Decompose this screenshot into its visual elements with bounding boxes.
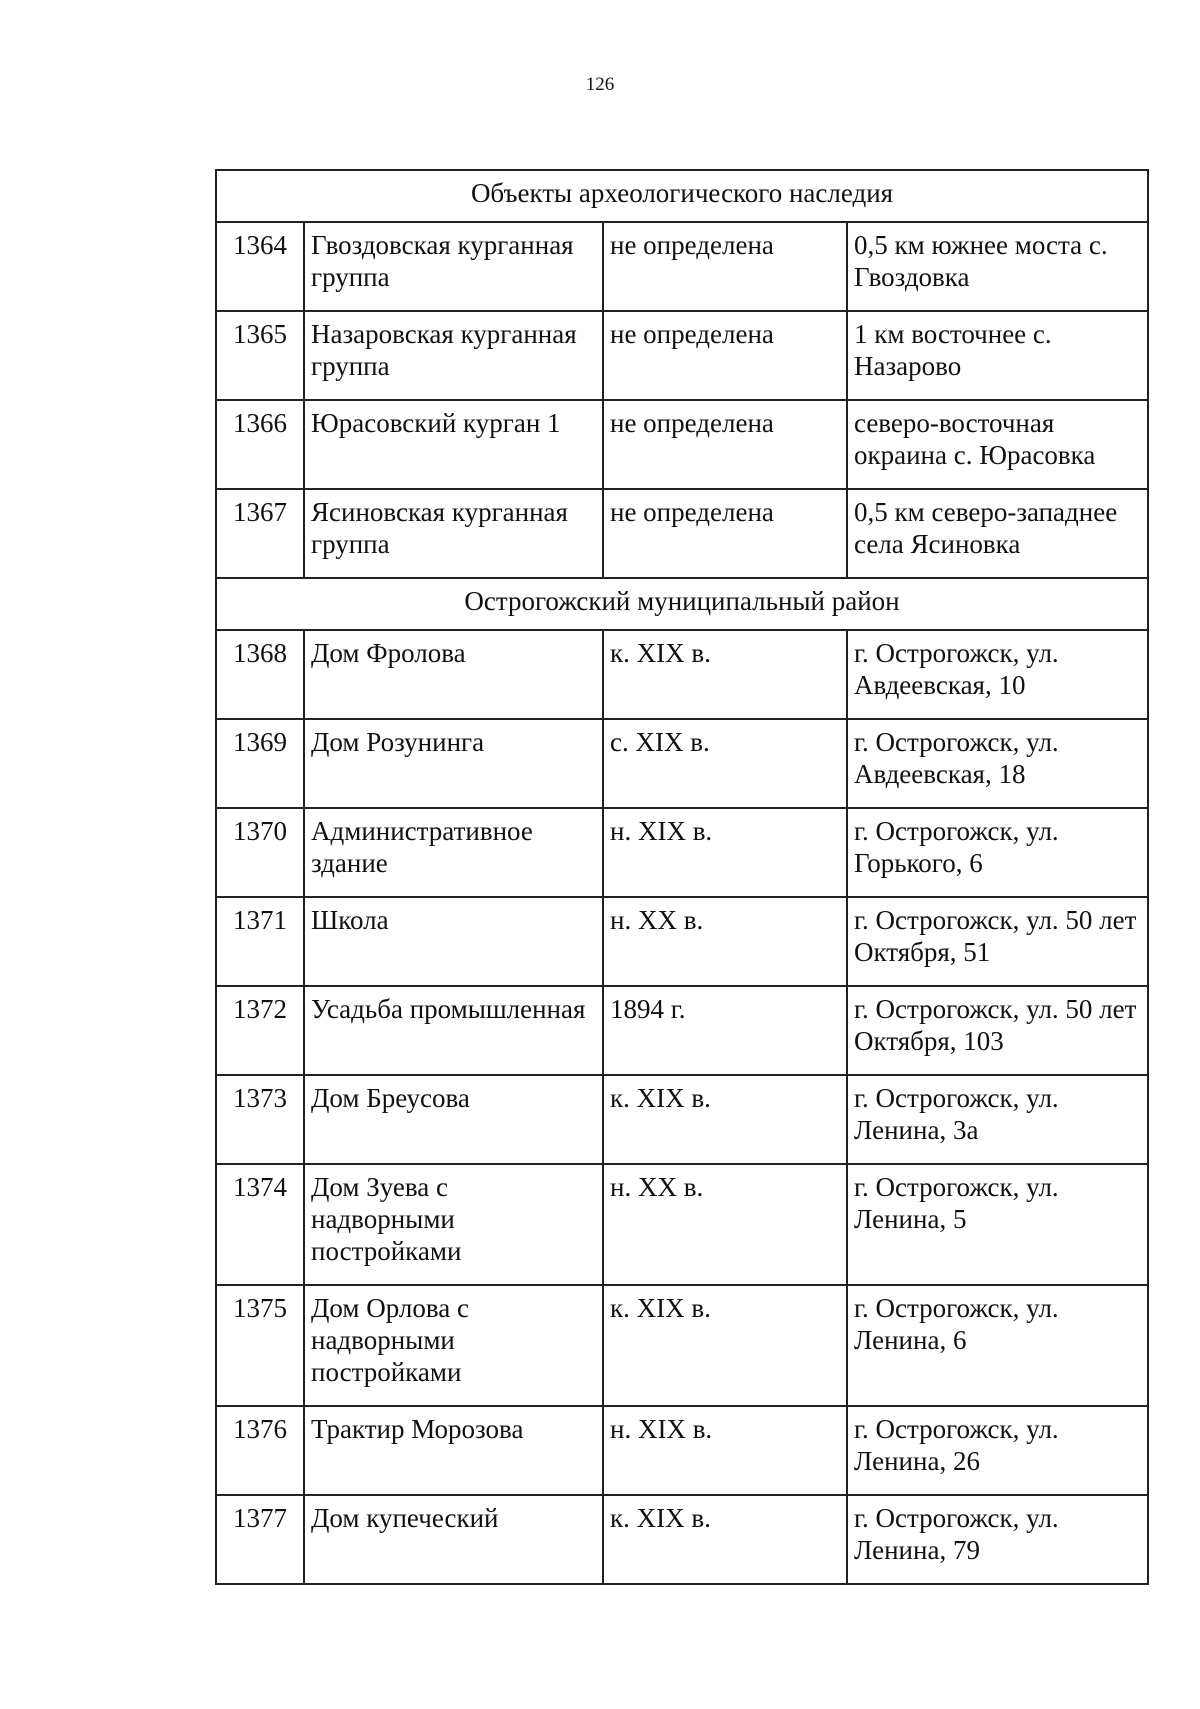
object-date: к. XIX в. (603, 630, 847, 719)
object-name: Дом Бреусова (304, 1075, 603, 1164)
object-address: г. Острогожск, ул. 50 лет Октября, 51 (847, 897, 1148, 986)
object-date: н. XX в. (603, 897, 847, 986)
object-address: г. Острогожск, ул. Ленина, 26 (847, 1406, 1148, 1495)
row-number: 1370 (216, 808, 304, 897)
object-date: н. XIX в. (603, 1406, 847, 1495)
object-address: 0,5 км северо-западнее села Ясиновка (847, 489, 1148, 578)
object-date: 1894 г. (603, 986, 847, 1075)
object-name: Школа (304, 897, 603, 986)
object-name: Административное здание (304, 808, 603, 897)
row-number: 1374 (216, 1164, 304, 1285)
table-row (216, 1075, 1148, 1164)
object-address: 1 км восточнее с. Назарово (847, 311, 1148, 400)
object-date: с. XIX в. (603, 719, 847, 808)
table-row (216, 1406, 1148, 1495)
object-date: н. XX в. (603, 1164, 847, 1285)
table-row (216, 719, 1148, 808)
object-name: Дом Фролова (304, 630, 603, 719)
table-row (216, 1164, 1148, 1285)
object-address: г. Острогожск, ул. Ленина, 79 (847, 1495, 1148, 1584)
row-number: 1366 (216, 400, 304, 489)
table-row (216, 311, 1148, 400)
object-address: г. Острогожск, ул. Горького, 6 (847, 808, 1148, 897)
object-date: к. XIX в. (603, 1075, 847, 1164)
table-row (216, 489, 1148, 578)
object-address: г. Острогожск, ул. 50 лет Октября, 103 (847, 986, 1148, 1075)
row-number: 1373 (216, 1075, 304, 1164)
object-date: не определена (603, 222, 847, 311)
table-row (216, 400, 1148, 489)
table-row (216, 222, 1148, 311)
object-name: Назаровская курганная группа (304, 311, 603, 400)
object-date: к. XIX в. (603, 1285, 847, 1406)
page-number: 126 (585, 74, 615, 95)
object-address: г. Острогожск, ул. Ленина, 3а (847, 1075, 1148, 1164)
object-date: н. XIX в. (603, 808, 847, 897)
object-address: г. Острогожск, ул. Авдеевская, 10 (847, 630, 1148, 719)
row-number: 1372 (216, 986, 304, 1075)
row-number: 1368 (216, 630, 304, 719)
object-address: г. Острогожск, ул. Авдеевская, 18 (847, 719, 1148, 808)
row-number: 1371 (216, 897, 304, 986)
heritage-registry-table (215, 169, 1149, 1585)
table-row (216, 630, 1148, 719)
row-number: 1367 (216, 489, 304, 578)
table-row (216, 1285, 1148, 1406)
object-name: Дом Розунинга (304, 719, 603, 808)
section-header-row (216, 578, 1148, 630)
object-name: Гвоздовская курганная группа (304, 222, 603, 311)
object-date: не определена (603, 311, 847, 400)
object-name: Дом купеческий (304, 1495, 603, 1584)
object-address: г. Острогожск, ул. Ленина, 5 (847, 1164, 1148, 1285)
object-name: Трактир Морозова (304, 1406, 603, 1495)
row-number: 1364 (216, 222, 304, 311)
object-date: не определена (603, 489, 847, 578)
row-number: 1369 (216, 719, 304, 808)
object-name: Усадьба промышленная (304, 986, 603, 1075)
row-number: 1365 (216, 311, 304, 400)
object-address: северо-восточная окраина с. Юрасовка (847, 400, 1148, 489)
object-address: г. Острогожск, ул. Ленина, 6 (847, 1285, 1148, 1406)
object-name: Ясиновская курганная группа (304, 489, 603, 578)
table-row (216, 808, 1148, 897)
object-name: Дом Орлова с надворными постройками (304, 1285, 603, 1406)
table-row (216, 1495, 1148, 1584)
row-number: 1375 (216, 1285, 304, 1406)
section-header-row (216, 170, 1148, 222)
object-name: Юрасовский курган 1 (304, 400, 603, 489)
row-number: 1377 (216, 1495, 304, 1584)
object-date: к. XIX в. (603, 1495, 847, 1584)
section-title: Объекты археологического наследия (216, 170, 1148, 222)
table-row (216, 986, 1148, 1075)
section-title: Острогожский муниципальный район (216, 578, 1148, 630)
table-row (216, 897, 1148, 986)
object-address: 0,5 км южнее моста с. Гвоздовка (847, 222, 1148, 311)
object-date: не определена (603, 400, 847, 489)
row-number: 1376 (216, 1406, 304, 1495)
object-name: Дом Зуева с надворными постройками (304, 1164, 603, 1285)
